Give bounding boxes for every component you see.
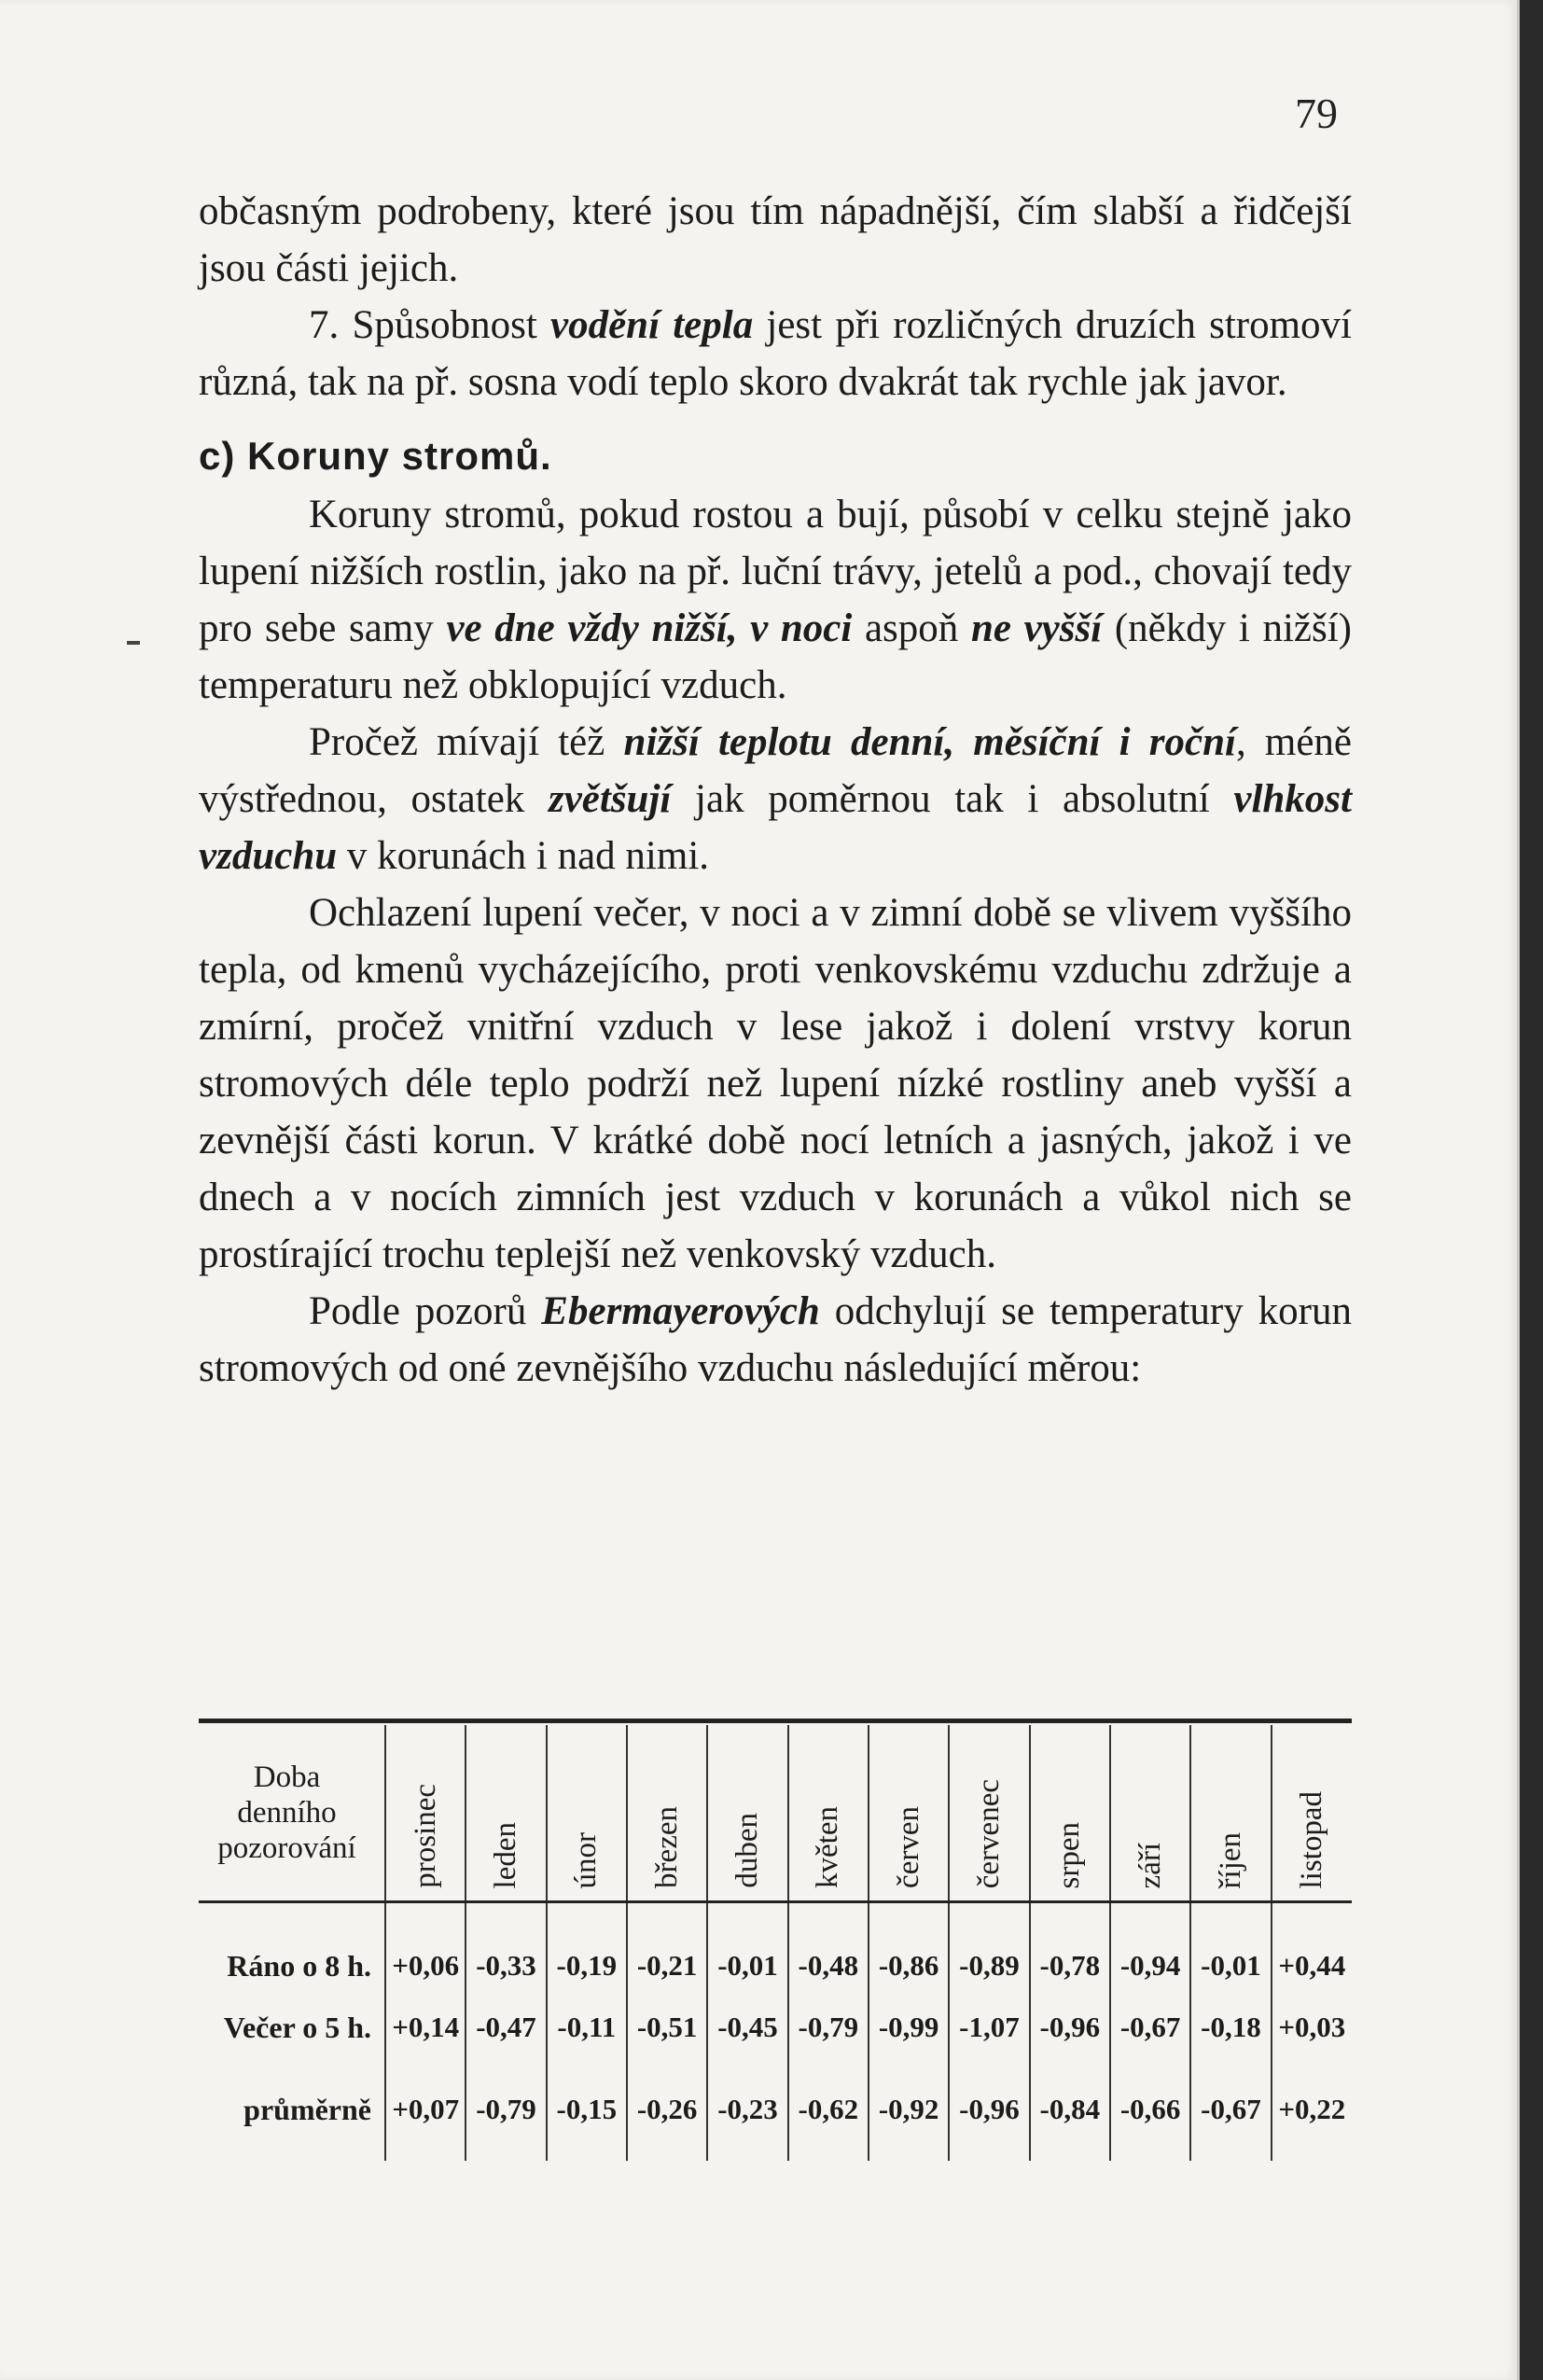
table-cell: +0,07 bbox=[385, 2058, 466, 2161]
point7-prefix: 7. Spůsobnost bbox=[309, 303, 550, 347]
temperature-table-wrap bbox=[199, 1719, 1352, 2161]
p4-emph: Ebermayerových bbox=[541, 1289, 820, 1333]
table-cell: -0,86 bbox=[869, 1902, 949, 1997]
p1-b: aspoň bbox=[852, 606, 971, 650]
table-cell: -0,01 bbox=[1190, 1902, 1271, 1997]
table-row-average bbox=[199, 2058, 1352, 2161]
table-cell: +0,14 bbox=[385, 1997, 466, 2058]
p2-d: v korunách i nad nimi. bbox=[337, 834, 710, 878]
section-heading: c) Koruny stromů. bbox=[199, 434, 552, 478]
p1-emph-1: ve dne vždy nižší, v noci bbox=[446, 606, 853, 650]
paragraph-point-7 bbox=[199, 297, 1352, 411]
page-number: 79 bbox=[1295, 90, 1338, 137]
table-cell: +0,03 bbox=[1272, 1997, 1352, 2058]
month-label: listopad bbox=[1294, 1790, 1328, 1888]
p2-b: , méně výstřednou, ostatek bbox=[199, 720, 1353, 821]
table-cell: -0,96 bbox=[1030, 1997, 1110, 2058]
table-cell: -0,67 bbox=[1190, 2058, 1271, 2161]
table-top-rule bbox=[199, 1719, 1352, 1723]
header-month bbox=[1272, 1725, 1352, 1902]
table-cell: -0,66 bbox=[1110, 2058, 1190, 2161]
month-label: březen bbox=[649, 1806, 684, 1888]
month-label: červenec bbox=[971, 1778, 1006, 1888]
month-label: duben bbox=[730, 1813, 764, 1888]
table-cell: +0,22 bbox=[1272, 2058, 1352, 2161]
p2-a: Pročež mívají též bbox=[309, 720, 624, 764]
table-cell: -0,47 bbox=[466, 1997, 546, 2058]
p1-c: (někdy i nižší) temperaturu než obklopující vzduch. bbox=[199, 606, 1352, 707]
p1-emph-2: ne vyšší bbox=[970, 606, 1103, 650]
table-cell: -0,89 bbox=[949, 1902, 1029, 1997]
header-month bbox=[707, 1725, 787, 1902]
table-cell: -0,15 bbox=[547, 2058, 627, 2161]
table-cell: -0,84 bbox=[1030, 2058, 1110, 2161]
table-cell: -0,92 bbox=[869, 2058, 949, 2161]
header-observation-time bbox=[199, 1725, 385, 1902]
month-label: říjen bbox=[1213, 1831, 1247, 1888]
table-cell: -0,99 bbox=[869, 1997, 949, 2058]
row-label: Ráno o 8 h. bbox=[199, 1902, 385, 1997]
paragraph-podle bbox=[199, 1283, 1352, 1397]
header-month bbox=[466, 1725, 546, 1902]
table-cell: -0,62 bbox=[788, 2058, 869, 2161]
table-cell: -0,19 bbox=[547, 1902, 627, 1997]
month-label: prosinec bbox=[408, 1784, 442, 1888]
paragraph-ochlazeni: Ochlazení lupení večer, v noci a v zimní době se vlivem vyššího tepla, od kmenů vycházejícího, proti venkovskému vzduchu zdržuje a zmírní, pročež vnitřní vzduch v lese jakož i dolení vrstvy korun stromových déle teplo podrží než lupení nízké rostliny aneb vyšší a zevnější části korun. V krátké době nocí letních a jasných, jakož i ve dnech a v nocích zimních jest vzduch v korunách a vůkol nich se prostírající trochu teplejší než venkovský vzduch. bbox=[199, 891, 1352, 1276]
table-cell: -0,79 bbox=[466, 2058, 546, 2161]
header-line: denního bbox=[237, 1796, 337, 1830]
table-row-evening bbox=[199, 1997, 1352, 2058]
month-label: leden bbox=[488, 1821, 522, 1888]
header-month bbox=[949, 1725, 1029, 1902]
month-label: únor bbox=[569, 1831, 604, 1888]
table-cell: -0,45 bbox=[707, 1997, 787, 2058]
p4-a: Podle pozorů bbox=[309, 1289, 542, 1333]
point7-emphasis: vodění tepla bbox=[549, 303, 754, 347]
temperature-table bbox=[199, 1725, 1352, 2161]
table-cell: -0,26 bbox=[627, 2058, 707, 2161]
table-cell: +0,06 bbox=[385, 1902, 466, 1997]
header-month bbox=[788, 1725, 869, 1902]
header-month bbox=[1030, 1725, 1110, 1902]
paragraph-continuation: občasným podrobeny, které jsou tím nápadnější, čím slabší a řidčejší jsou části jejich. bbox=[199, 189, 1352, 290]
table-cell: -1,07 bbox=[949, 1997, 1029, 2058]
p2-c: jak poměrnou tak i absolutní bbox=[671, 777, 1234, 821]
month-label: září bbox=[1133, 1842, 1167, 1888]
header-month bbox=[1190, 1725, 1271, 1902]
header-month bbox=[627, 1725, 707, 1902]
table-row-morning bbox=[199, 1902, 1352, 1997]
header-month bbox=[869, 1725, 949, 1902]
margin-mark bbox=[127, 641, 140, 645]
header-month bbox=[547, 1725, 627, 1902]
table-cell: -0,11 bbox=[547, 1997, 627, 2058]
table-cell: -0,01 bbox=[707, 1902, 787, 1997]
table-cell: -0,48 bbox=[788, 1902, 869, 1997]
month-label: květen bbox=[811, 1806, 845, 1888]
header-month bbox=[385, 1725, 466, 1902]
paragraph-koruny bbox=[199, 486, 1352, 714]
table-cell: -0,18 bbox=[1190, 1997, 1271, 2058]
table-header-row bbox=[199, 1725, 1352, 1902]
body-text bbox=[199, 183, 1352, 1397]
p2-emph-1: nižší teplotu denní, měsíční i roční bbox=[623, 720, 1236, 764]
table-cell: -0,51 bbox=[627, 1997, 707, 2058]
table-cell: -0,67 bbox=[1110, 1997, 1190, 2058]
table-cell: -0,33 bbox=[466, 1902, 546, 1997]
p2-emph-2: zvětšují bbox=[548, 777, 672, 821]
table-cell: -0,23 bbox=[707, 2058, 787, 2161]
month-label: srpen bbox=[1052, 1821, 1087, 1888]
paragraph-procez bbox=[199, 714, 1352, 884]
table-cell: -0,94 bbox=[1110, 1902, 1190, 1997]
header-line: Doba bbox=[253, 1761, 321, 1794]
header-line: pozorování bbox=[217, 1831, 356, 1865]
table-cell: +0,44 bbox=[1272, 1902, 1352, 1997]
row-label: průměrně bbox=[199, 2058, 385, 2161]
header-month bbox=[1110, 1725, 1190, 1902]
p2-emph-3: vlhkost vzduchu bbox=[199, 777, 1352, 878]
point7-rest: jest při rozličných druzích stromoví různá, tak na př. sosna vodí teplo skoro dvakrát tak rychle jak javor. bbox=[199, 303, 1352, 404]
row-label: Večer o 5 h. bbox=[199, 1997, 385, 2058]
table-cell: -0,21 bbox=[627, 1902, 707, 1997]
p1-a: Koruny stromů, pokud rostou a bují, působí v celku stejně jako lupení nižších rostlin, jako na př. luční trávy, jetelů a pod., chovají tedy pro sebe samy bbox=[199, 493, 1352, 650]
table-cell: -0,78 bbox=[1030, 1902, 1110, 1997]
p4-b: odchylují se temperatury korun stromových od oné zevnějšího vzduchu následující měrou: bbox=[199, 1289, 1352, 1390]
table-cell: -0,79 bbox=[788, 1997, 869, 2058]
month-label: červen bbox=[891, 1806, 925, 1888]
table-cell: -0,96 bbox=[949, 2058, 1029, 2161]
